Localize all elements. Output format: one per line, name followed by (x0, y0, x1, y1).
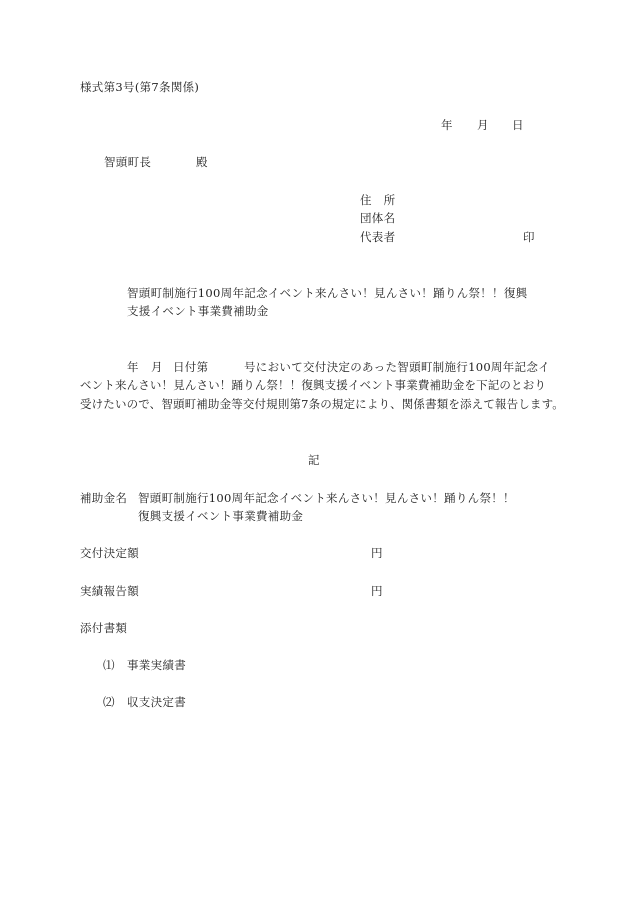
subject-line-2: 支援イベント事業費補助金 (127, 304, 269, 318)
decided-amount-unit: 円 (371, 546, 383, 560)
grant-name-line-2: 復興支援イベント事業費補助金 (138, 509, 304, 523)
attachment-1-number: ⑴ (103, 658, 115, 672)
grant-name-line-1: 智頭町制施行100周年記念イベント来んさい！見んさい！踊りん祭！！ (138, 491, 515, 505)
body-line-2: ベント来んさい！見んさい！踊りん祭！！復興支援イベント事業費補助金を下記のとおり (80, 378, 546, 392)
form-number: 様式第3号(第7条関係) (80, 80, 200, 94)
decided-amount-label: 交付決定額 (80, 546, 139, 560)
body-ref-month: 月 (151, 360, 163, 374)
attachment-2-number: ⑵ (103, 695, 115, 709)
body-line-3: 受けたいので、智頭町補助金等交付規則第7条の規定により、関係書類を添えて報告します。 (80, 397, 564, 411)
attachments-label: 添付書類 (80, 621, 128, 635)
attachment-2-text: 収支決定書 (127, 695, 186, 709)
body-ref-year: 年 (127, 360, 139, 374)
body-ref-day-number: 日付第 (173, 360, 209, 374)
seal-mark: 印 (523, 230, 535, 244)
representative-label: 代表者 (360, 230, 396, 244)
date-day-label: 日 (512, 118, 524, 132)
date-year-label: 年 (441, 118, 453, 132)
date-month-label: 月 (477, 118, 489, 132)
addressee-title: 智頭町長 (104, 155, 152, 169)
address-label: 住 所 (360, 193, 396, 207)
attachment-1-text: 事業実績書 (127, 658, 186, 672)
body-line-1-rest: 号において交付決定のあった智頭町制施行100周年記念イ (244, 360, 550, 374)
subject-line-1: 智頭町制施行100周年記念イベント来んさい！見んさい！踊りん祭！！復興 (127, 286, 528, 300)
reported-amount-unit: 円 (371, 584, 383, 598)
ki-heading: 記 (308, 453, 320, 467)
grant-name-label: 補助金名 (80, 491, 128, 505)
reported-amount-label: 実績報告額 (80, 584, 139, 598)
organization-label: 団体名 (360, 211, 396, 225)
addressee-honorific: 殿 (196, 155, 208, 169)
